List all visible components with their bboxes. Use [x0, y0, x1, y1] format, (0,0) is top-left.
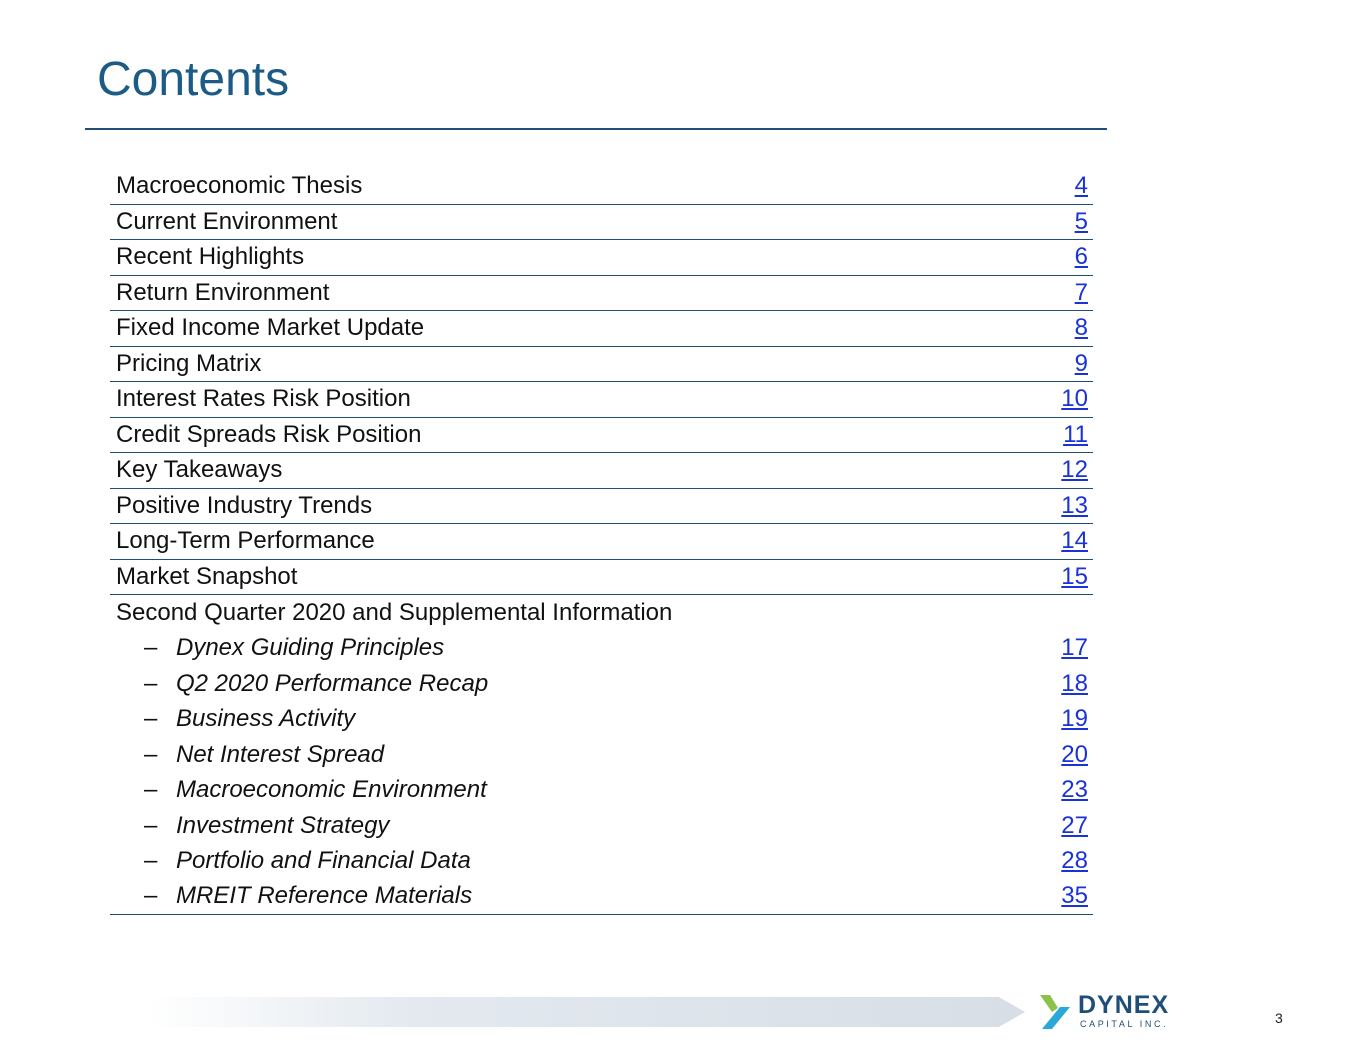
- toc-subitem-label: [110, 776, 487, 804]
- toc-subitem-label: [110, 705, 355, 733]
- logo-subtitle: CAPITAL INC.: [1080, 1019, 1169, 1029]
- toc-subitem-text: Business Activity: [176, 705, 356, 733]
- toc-row: [110, 524, 1093, 560]
- toc-subitem-row: [110, 737, 1093, 773]
- toc-item-label: Positive Industry Trends: [116, 491, 373, 519]
- toc-item-label: Macroeconomic Thesis: [116, 172, 363, 200]
- dash-bullet: –: [144, 776, 158, 804]
- logo-wordmark: DYNEX: [1078, 991, 1170, 1019]
- toc-subitem-row: [110, 666, 1093, 702]
- toc-page-link[interactable]: 17: [1061, 634, 1088, 662]
- toc-row: [110, 489, 1093, 525]
- toc-page-link[interactable]: 13: [1061, 491, 1088, 519]
- toc-item-label: Current Environment: [116, 207, 338, 235]
- toc-page-link[interactable]: 18: [1061, 669, 1088, 697]
- toc-page-link[interactable]: 19: [1061, 705, 1088, 733]
- toc-subitem-text: Portfolio and Financial Data: [176, 847, 471, 875]
- toc-subitem-row: [110, 879, 1093, 915]
- dash-bullet: –: [144, 705, 158, 733]
- toc-subitem-text: Macroeconomic Environment: [176, 776, 487, 804]
- toc-row: [110, 276, 1093, 312]
- toc-row: [110, 560, 1093, 596]
- toc-item-label: Fixed Income Market Update: [116, 314, 425, 342]
- toc-row: [110, 453, 1093, 489]
- toc-page-link[interactable]: 35: [1061, 882, 1088, 910]
- page-number: 3: [1275, 1010, 1283, 1026]
- toc-subitem-row: [110, 773, 1093, 809]
- toc-page-link[interactable]: 10: [1061, 385, 1088, 413]
- toc-section-label: Second Quarter 2020 and Supplemental Information: [116, 598, 673, 626]
- toc-item-label: Key Takeaways: [116, 456, 283, 484]
- company-logo: [1040, 993, 1180, 1033]
- toc-subitem-label: [110, 634, 444, 662]
- toc-row: [110, 240, 1093, 276]
- toc-subitem-text: Investment Strategy: [176, 811, 390, 839]
- toc-item-label: Long-Term Performance: [116, 527, 375, 555]
- toc-subitem-label: [110, 812, 389, 840]
- dash-bullet: –: [144, 634, 158, 662]
- toc-page-link[interactable]: 14: [1061, 527, 1088, 555]
- toc-subitem-text: MREIT Reference Materials: [176, 882, 473, 910]
- toc-subitem-text: Q2 2020 Performance Recap: [176, 669, 489, 697]
- footer-band: [150, 997, 1025, 1027]
- toc-item-label: Interest Rates Risk Position: [116, 385, 411, 413]
- title-divider: [85, 128, 1107, 130]
- table-of-contents: [110, 169, 1093, 915]
- toc-subitem-label: [110, 741, 384, 769]
- toc-page-link[interactable]: 9: [1074, 349, 1088, 377]
- toc-subitem-row: [110, 844, 1093, 880]
- toc-page-link[interactable]: 5: [1074, 207, 1088, 235]
- toc-subitem-label: [110, 882, 472, 910]
- toc-page-link[interactable]: 6: [1074, 243, 1088, 271]
- toc-subitem-label: [110, 670, 488, 698]
- toc-subitem-label: [110, 847, 471, 875]
- toc-subitem-text: Dynex Guiding Principles: [176, 634, 445, 662]
- toc-page-link[interactable]: 8: [1074, 314, 1088, 342]
- toc-subitem-text: Net Interest Spread: [176, 740, 385, 768]
- toc-page-link[interactable]: 28: [1061, 847, 1088, 875]
- toc-page-link[interactable]: 27: [1061, 811, 1088, 839]
- toc-subitem-row: [110, 702, 1093, 738]
- toc-row: [110, 169, 1093, 205]
- dash-bullet: –: [144, 740, 158, 768]
- toc-row: [110, 347, 1093, 383]
- toc-page-link[interactable]: 4: [1074, 172, 1088, 200]
- toc-subitem-row: [110, 808, 1093, 844]
- dash-bullet: –: [144, 882, 158, 910]
- toc-subitem-row: [110, 631, 1093, 667]
- dash-bullet: –: [144, 669, 158, 697]
- toc-item-label: Recent Highlights: [116, 243, 305, 271]
- toc-page-link[interactable]: 15: [1061, 562, 1088, 590]
- toc-page-link[interactable]: 20: [1061, 740, 1088, 768]
- dynex-logo-icon: [1040, 995, 1072, 1029]
- toc-page-link[interactable]: 12: [1061, 456, 1088, 484]
- toc-page-link[interactable]: 11: [1063, 420, 1088, 448]
- toc-row: [110, 311, 1093, 347]
- toc-item-label: Pricing Matrix: [116, 349, 262, 377]
- toc-row: [110, 205, 1093, 241]
- toc-row: [110, 382, 1093, 418]
- toc-section-heading: [110, 595, 1093, 631]
- toc-page-link[interactable]: 7: [1074, 278, 1088, 306]
- toc-page-link[interactable]: 23: [1061, 776, 1088, 804]
- toc-item-label: Market Snapshot: [116, 562, 298, 590]
- page-title: Contents: [97, 53, 290, 106]
- toc-item-label: Credit Spreads Risk Position: [116, 420, 422, 448]
- dash-bullet: –: [144, 847, 158, 875]
- toc-item-label: Return Environment: [116, 278, 330, 306]
- toc-row: [110, 418, 1093, 454]
- dash-bullet: –: [144, 811, 158, 839]
